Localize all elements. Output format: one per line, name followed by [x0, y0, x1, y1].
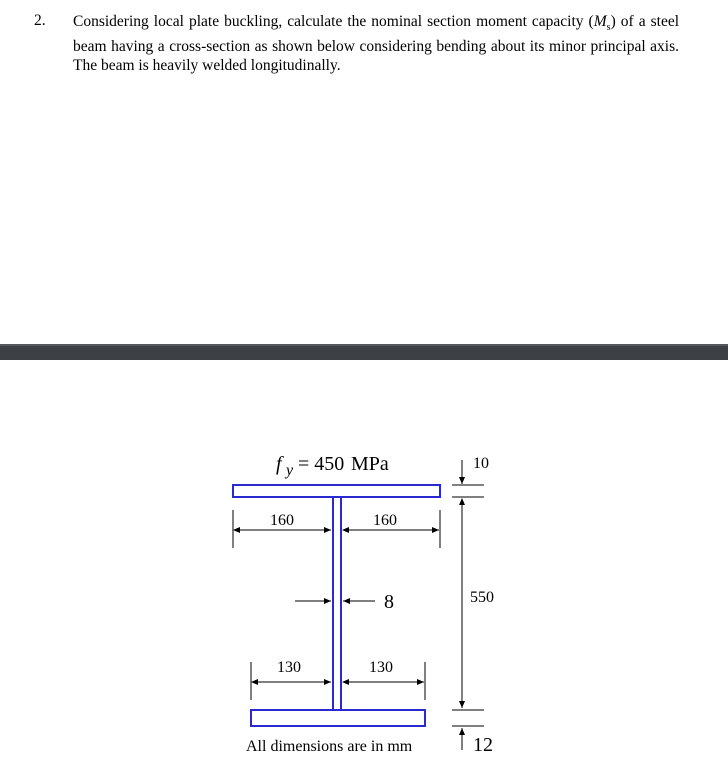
bottom-flange-right-label: 130	[369, 659, 393, 676]
web-thickness-label: 8	[384, 591, 394, 613]
bottom-flange-left-label: 130	[277, 659, 301, 676]
i-section-outline	[233, 485, 440, 726]
question-text-part2: ) of a steel beam having a cross-section as shown below considering bending about its minor principal axis. The beam is heavily welded longitudinally.	[73, 13, 680, 75]
fy-subscript: y	[286, 462, 294, 479]
units-note: All dimensions are in mm	[246, 738, 413, 755]
fy-symbol: f	[276, 453, 282, 475]
web-depth-label: 550	[470, 589, 494, 606]
fy-unit: MPa	[351, 453, 389, 475]
top-flange-thickness-label: 10	[473, 455, 489, 472]
top-flange	[233, 485, 440, 497]
fy-value: = 450	[298, 453, 345, 475]
bottom-flange-thickness-label: 12	[473, 734, 493, 756]
bottom-flange	[251, 710, 425, 726]
question-text-part1: Considering local plate buckling, calculate the nominal section moment capacity (	[73, 13, 594, 30]
top-flange-left-label: 160	[270, 512, 294, 529]
question-number: 2.	[34, 12, 46, 29]
symbol-m: M	[593, 13, 607, 30]
symbol-subscript: s	[606, 22, 611, 34]
top-flange-right-label: 160	[373, 512, 397, 529]
